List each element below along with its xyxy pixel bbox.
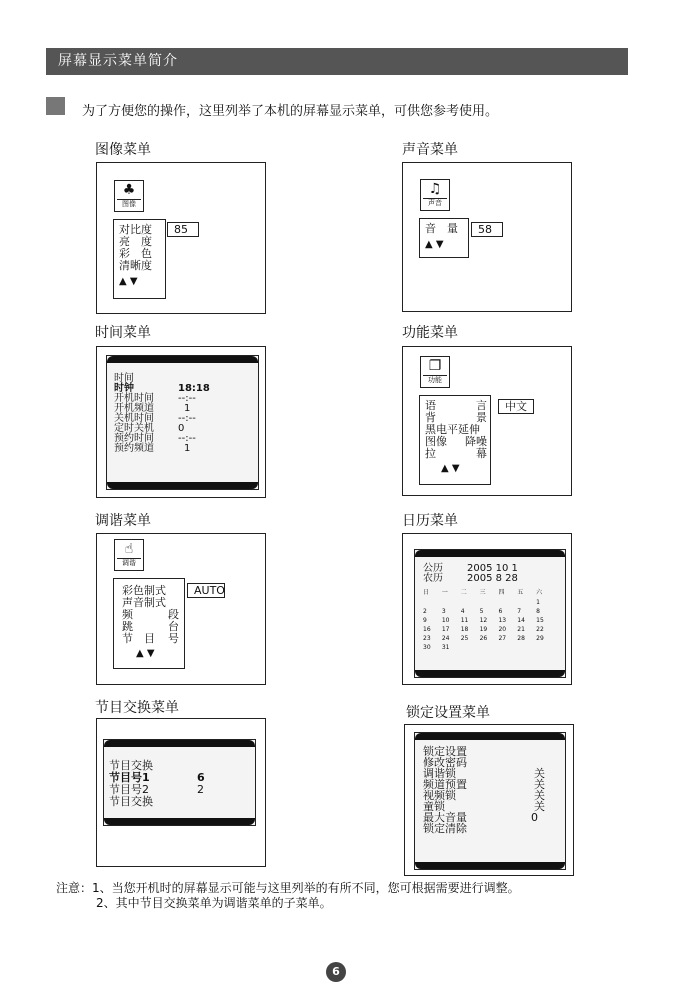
lock-menu-title: 锁定设置菜单 xyxy=(406,705,490,721)
calendar-cell: 10 xyxy=(441,617,450,624)
function-menu-title: 功能菜单 xyxy=(402,325,458,341)
calendar-cell: 31 xyxy=(441,644,450,651)
bullet-square xyxy=(46,97,65,115)
calendar-cell: 26 xyxy=(479,635,488,642)
time-row-label: 预约频道 xyxy=(114,443,154,454)
calendar-bottom-bar xyxy=(415,670,565,677)
calendar-cell xyxy=(461,643,480,652)
notes-block xyxy=(56,881,520,911)
program-swap-screen xyxy=(103,739,256,826)
tuning-menu-value: AUTO xyxy=(187,583,225,598)
calendar-cell: 17 xyxy=(441,626,450,633)
lock-row-max-volume: 最大音量 0 xyxy=(423,811,538,824)
calendar-cell xyxy=(423,598,442,607)
time-menu-bottom-bar xyxy=(107,482,258,489)
calendar-cell xyxy=(498,598,517,607)
calendar-week-row xyxy=(423,598,555,607)
sound-menu-arrows: ▲ ▼ xyxy=(425,239,444,250)
calendar-cell: 25 xyxy=(460,635,469,642)
function-icon-label: 功能 xyxy=(423,375,447,385)
calendar-cell: 12 xyxy=(479,617,488,624)
calendar-cell: 8 xyxy=(536,608,540,615)
picture-menu-list xyxy=(113,219,166,299)
calendar-cell: 18 xyxy=(460,626,469,633)
calendar-cell: 21 xyxy=(517,626,525,633)
calendar-cell: 24 xyxy=(441,635,450,642)
calendar-week-row xyxy=(423,607,555,616)
time-row-value: 1 xyxy=(184,443,191,454)
calendar-cell xyxy=(517,643,536,652)
calendar-cell xyxy=(498,643,517,652)
calendar-lunar-date: 2005 8 28 xyxy=(467,573,518,584)
calendar-cell: 二 xyxy=(460,589,467,596)
function-menu-item-language: 语 言 xyxy=(425,399,487,412)
program-swap-bottom-bar xyxy=(104,818,255,825)
lock-menu-screen xyxy=(414,732,566,870)
lock-row-video-lock: 视频锁 关 xyxy=(423,789,545,802)
picture-icon: ♣ xyxy=(122,182,136,198)
calendar-cell: 9 xyxy=(423,617,427,624)
picture-menu-item-contrast: 对比度 xyxy=(119,223,152,236)
notes-prefix: 注意： xyxy=(56,881,93,895)
calendar-cell xyxy=(480,643,499,652)
lock-bottom-bar xyxy=(415,862,565,869)
calendar-cell: 2 xyxy=(423,608,427,615)
calendar-cell: 6 xyxy=(498,608,503,615)
sound-menu-icon-box xyxy=(420,179,450,211)
hand-icon: ☝ xyxy=(124,541,134,557)
calendar-week-row xyxy=(423,634,555,643)
calendar-menu-title: 日历菜单 xyxy=(402,513,458,529)
calendar-solar-date: 2005 10 1 xyxy=(467,563,518,574)
picture-menu-item-color: 彩 色 xyxy=(119,247,152,260)
function-menu-item-noise-reduction: 图像 降噪 xyxy=(425,435,487,448)
calendar-lunar-row xyxy=(423,574,518,584)
calendar-cell xyxy=(517,598,536,607)
calendar-cell xyxy=(461,598,480,607)
lock-row-clear: 锁定清除 xyxy=(423,822,467,835)
lock-row-tuning-lock: 调谐锁 关 xyxy=(423,767,545,780)
picture-menu-value: 85 xyxy=(167,222,199,237)
calendar-cell: 30 xyxy=(423,644,431,651)
calendar-cell: 23 xyxy=(423,635,431,642)
music-note-icon: ♫ xyxy=(428,181,442,197)
sound-menu-item-volume: 音 量 xyxy=(425,222,458,235)
tuning-menu-arrows: ▲ ▼ xyxy=(136,648,155,659)
time-row-label: 关机时间 xyxy=(114,413,154,424)
calendar-cell: 22 xyxy=(536,626,544,633)
lock-top-bar xyxy=(415,733,565,740)
tuning-menu-item-sound-system: 声音制式 xyxy=(122,596,166,609)
time-row-label: 定时关机 xyxy=(114,423,154,434)
calendar-cell: 日 xyxy=(423,589,430,596)
time-row-reserve-channel xyxy=(114,444,210,454)
lock-row-settings: 锁定设置 xyxy=(423,745,467,758)
time-menu-rows xyxy=(114,374,210,454)
sound-icon-label: 声音 xyxy=(423,198,447,208)
time-row-value: 1 xyxy=(184,403,191,414)
program-swap-row-program1: 节目号1 6 xyxy=(109,771,205,784)
tuning-menu-icon-box xyxy=(114,539,144,571)
function-menu-item-curtain: 拉 幕 xyxy=(425,447,487,460)
picture-menu-arrows: ▲ ▼ xyxy=(119,276,138,287)
lock-row-channel-preset: 频道预置 关 xyxy=(423,778,545,791)
calendar-cell: 19 xyxy=(479,626,488,633)
calendar-cell: 11 xyxy=(460,617,469,624)
calendar-cell xyxy=(480,598,499,607)
calendar-cell: 一 xyxy=(441,589,448,596)
time-menu-top-bar xyxy=(107,356,258,363)
page-number: 6 xyxy=(326,962,346,982)
calendar-cell: 4 xyxy=(460,608,465,615)
tuning-menu-list xyxy=(113,578,185,669)
picture-menu-item-sharpness: 清晰度 xyxy=(119,259,152,272)
calendar-cell: 3 xyxy=(441,608,446,615)
function-menu-item-background: 背 景 xyxy=(425,411,487,424)
function-menu-arrows: ▲ ▼ xyxy=(441,463,460,474)
calendar-week-row xyxy=(423,625,555,634)
time-row-label: 时钟 xyxy=(114,383,134,394)
program-swap-menu-title: 节目交换菜单 xyxy=(95,700,179,716)
calendar-cell: 16 xyxy=(423,626,431,633)
picture-icon-label: 图像 xyxy=(117,199,141,209)
program-swap-row-header: 节目交换 xyxy=(109,759,153,772)
time-row-label: 预约时间 xyxy=(114,433,154,444)
calendar-cell: 5 xyxy=(479,608,484,615)
calendar-cell: 14 xyxy=(517,617,525,624)
function-menu-icon-box xyxy=(420,356,450,388)
tuning-menu-item-band: 频 段 xyxy=(122,608,179,621)
calendar-cell: 六 xyxy=(536,589,543,596)
function-menu-list xyxy=(419,395,491,485)
program-swap-row-program2: 节目号2 2 xyxy=(109,783,204,796)
time-row-value: --:-- xyxy=(178,433,196,444)
tuning-menu-item-skip: 跳 台 xyxy=(122,620,179,633)
tuning-menu-item-color-system: 彩色制式 xyxy=(122,584,166,597)
time-row-label: 开机时间 xyxy=(114,393,154,404)
calendar-lunar-label: 农历 xyxy=(423,573,443,584)
calendar-cell xyxy=(442,598,461,607)
picture-menu-item-brightness: 亮 度 xyxy=(119,235,152,248)
sound-menu-title: 声音菜单 xyxy=(402,142,458,158)
calendar-cell: 15 xyxy=(536,617,544,624)
time-row-value: --:-- xyxy=(178,393,196,404)
calendar-week-row xyxy=(423,643,555,652)
calendar-cell: 28 xyxy=(517,635,525,642)
calendar-cell: 20 xyxy=(498,626,507,633)
sound-menu-list xyxy=(419,218,469,258)
calendar-cell xyxy=(536,643,555,652)
calendar-cell: 13 xyxy=(498,617,507,624)
lock-row-child-lock: 童锁 关 xyxy=(423,800,545,813)
calendar-cell: 三 xyxy=(479,589,486,596)
time-row-value: 18:18 xyxy=(178,383,210,394)
calendar-cell: 1 xyxy=(536,599,540,606)
calendar-cell: 7 xyxy=(517,608,522,615)
calendar-week-row xyxy=(423,616,555,625)
calendar-solar-label: 公历 xyxy=(423,563,443,574)
tuning-menu-title: 调谐菜单 xyxy=(95,513,151,529)
calendar-cell: 五 xyxy=(517,589,524,596)
function-menu-item-black-level: 黑电平延伸 xyxy=(425,423,480,436)
time-row-value: --:-- xyxy=(178,413,196,424)
note-line-2: 2、其中节目交换菜单为调谐菜单的子菜单。 xyxy=(96,896,332,910)
calendar-cell: 27 xyxy=(498,635,507,642)
note-line-1: 注意：1、当您开机时的屏幕显示可能与这里列举的有所不同，您可根据需要进行调整。 xyxy=(56,881,520,895)
tuning-icon-label: 调谐 xyxy=(117,558,141,568)
time-row-label: 开机频道 xyxy=(114,403,154,414)
intro-text: 为了方便您的操作，这里列举了本机的屏幕显示菜单，可供您参考使用。 xyxy=(82,104,499,119)
tuning-menu-item-program-number: 节 目 号 xyxy=(122,632,179,645)
pages-icon: ❐ xyxy=(428,358,442,374)
program-swap-top-bar xyxy=(104,740,255,747)
calendar-cell: 29 xyxy=(536,635,544,642)
section-banner xyxy=(46,48,628,75)
picture-menu-title: 图像菜单 xyxy=(95,142,151,158)
program-swap-row-action: 节目交换 xyxy=(109,795,153,808)
lock-row-change-password: 修改密码 xyxy=(423,756,467,769)
calendar-cell: 四 xyxy=(498,589,505,596)
picture-menu-icon-box xyxy=(114,180,144,212)
calendar-screen xyxy=(414,549,566,678)
function-menu-value: 中文 xyxy=(498,399,534,414)
time-menu-title: 时间菜单 xyxy=(95,325,151,341)
calendar-weekday-row xyxy=(423,588,555,598)
calendar-grid xyxy=(423,588,555,652)
time-menu-screen xyxy=(106,355,259,490)
calendar-top-bar xyxy=(415,550,565,557)
section-title: 屏幕显示菜单简介 xyxy=(58,53,178,69)
time-row-label: 时间 xyxy=(114,373,134,384)
time-row-value: 0 xyxy=(178,423,185,434)
sound-menu-value: 58 xyxy=(471,222,503,237)
